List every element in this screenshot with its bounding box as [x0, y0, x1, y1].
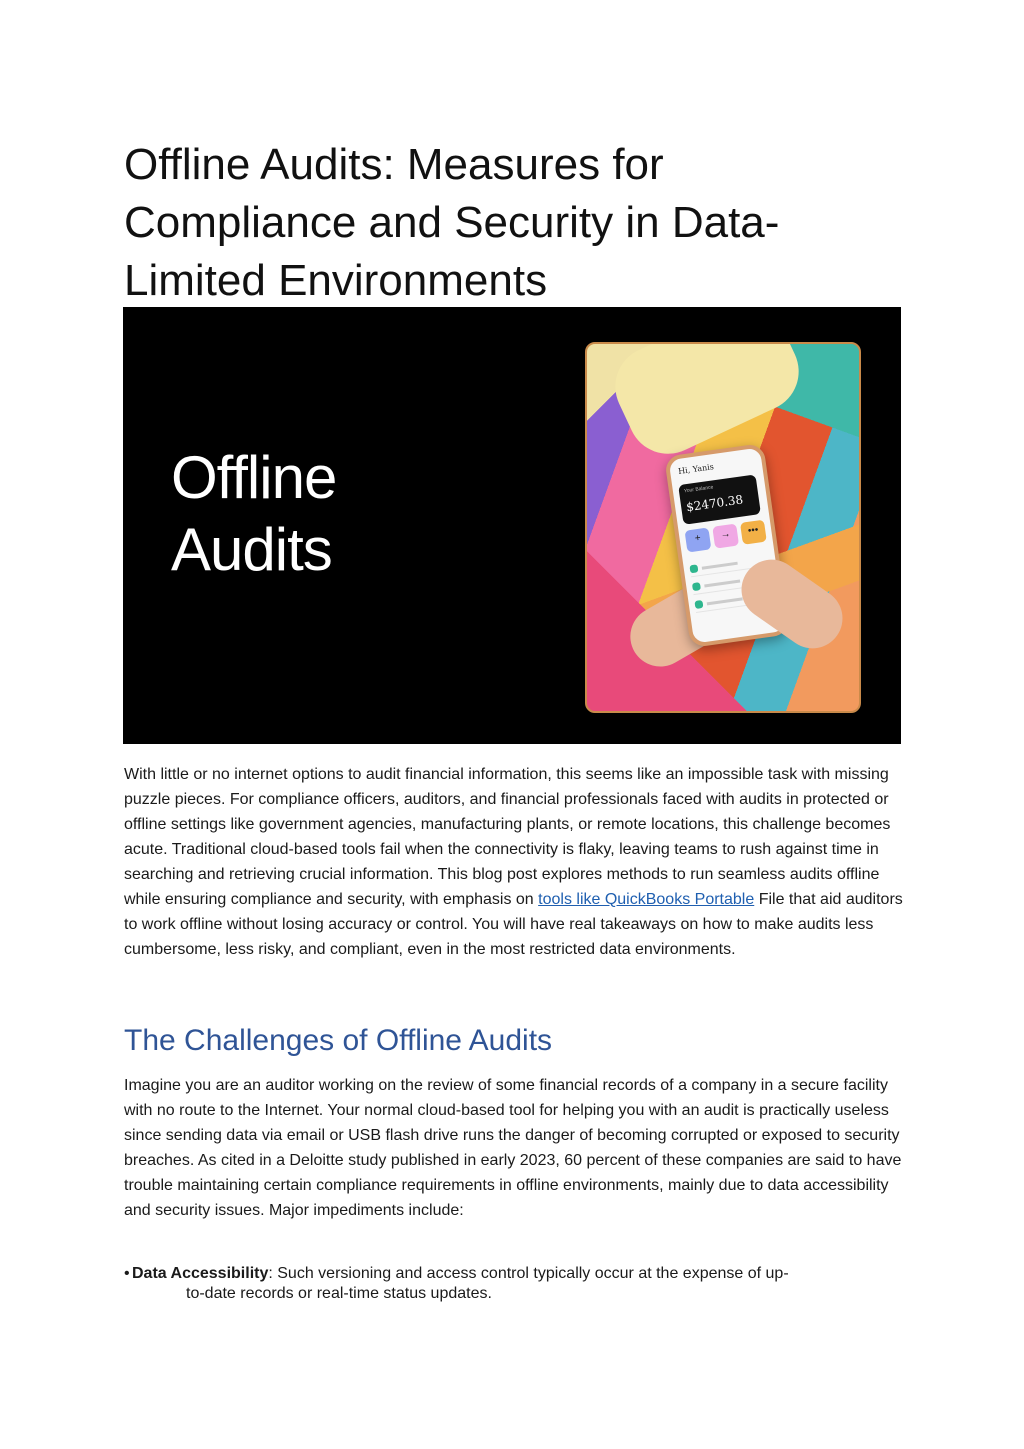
bullet-term: Data Accessibility [132, 1265, 269, 1282]
sleeve-shape [602, 342, 812, 467]
bullet-text: : Such versioning and access control typically occur at the expense of up- [268, 1265, 789, 1282]
section-heading: The Challenges of Offline Audits [124, 1024, 553, 1057]
bullet-marker: • [124, 1265, 130, 1282]
more-icon: ••• [740, 520, 767, 545]
intro-paragraph [124, 762, 904, 962]
bullet-text-continued: to-date records or real-time status updates. [186, 1285, 492, 1302]
hero-text-line-1: Offline [171, 444, 337, 511]
intro-text-after-link: File that aid auditors to work offline without losing accuracy or control. You will have real takeaways on how to make audits less cumbersome, less risky, and compliant, even in the most restricted data environments. [124, 891, 903, 958]
challenges-paragraph: Imagine you are an auditor working on the review of some financial records of a company in a secure facility with no route to the Internet. Your normal cloud-based tool for helping you with an audit is practically useless since sending data via email or USB flash drive runs the danger of becoming corrupted or exposed to security breaches. As cited in a Deloitte study published in early 2023, 60 percent of these companies are said to have trouble maintaining certain compliance requirements in offline environments, mainly due to data accessibility and security issues. Major impediments include: [124, 1077, 902, 1219]
phone-greeting: Hi, Yanis [677, 462, 715, 477]
hero-text [171, 442, 336, 586]
list-item [124, 1264, 844, 1304]
quickbooks-portable-link[interactable]: tools like QuickBooks Portable [538, 891, 755, 908]
hero-image [123, 307, 901, 744]
balance-card [678, 474, 761, 524]
title-line-3: Limited Environments [124, 256, 548, 305]
phone-action-buttons [685, 520, 767, 553]
arrow-right-icon: → [712, 524, 739, 549]
title-line-2: Compliance and Security in Data- [124, 198, 780, 247]
intro-text-before-link: With little or no internet options to audit financial information, this seems like an impossible task with missing puzzle pieces. For compliance officers, auditors, and financial professionals faced with audits in protected or offline settings like government agencies, manufacturing plants, or remote locations, this challenge becomes acute. Traditional cloud-based tools fail when the connectivity is flaky, leaving teams to rush against time in searching and retrieving crucial information. This blog post explores methods to run seamless audits offline while ensuring compliance and security, with emphasis on [124, 766, 891, 908]
phone-photo [585, 342, 861, 713]
balance-label: Your Balance [683, 484, 714, 495]
hero-text-line-2: Audits [171, 516, 332, 583]
plus-icon: + [685, 527, 712, 552]
title-line-1: Offline Audits: Measures for [124, 140, 664, 189]
page-title [124, 136, 864, 310]
balance-amount: $2470.38 [685, 492, 744, 515]
